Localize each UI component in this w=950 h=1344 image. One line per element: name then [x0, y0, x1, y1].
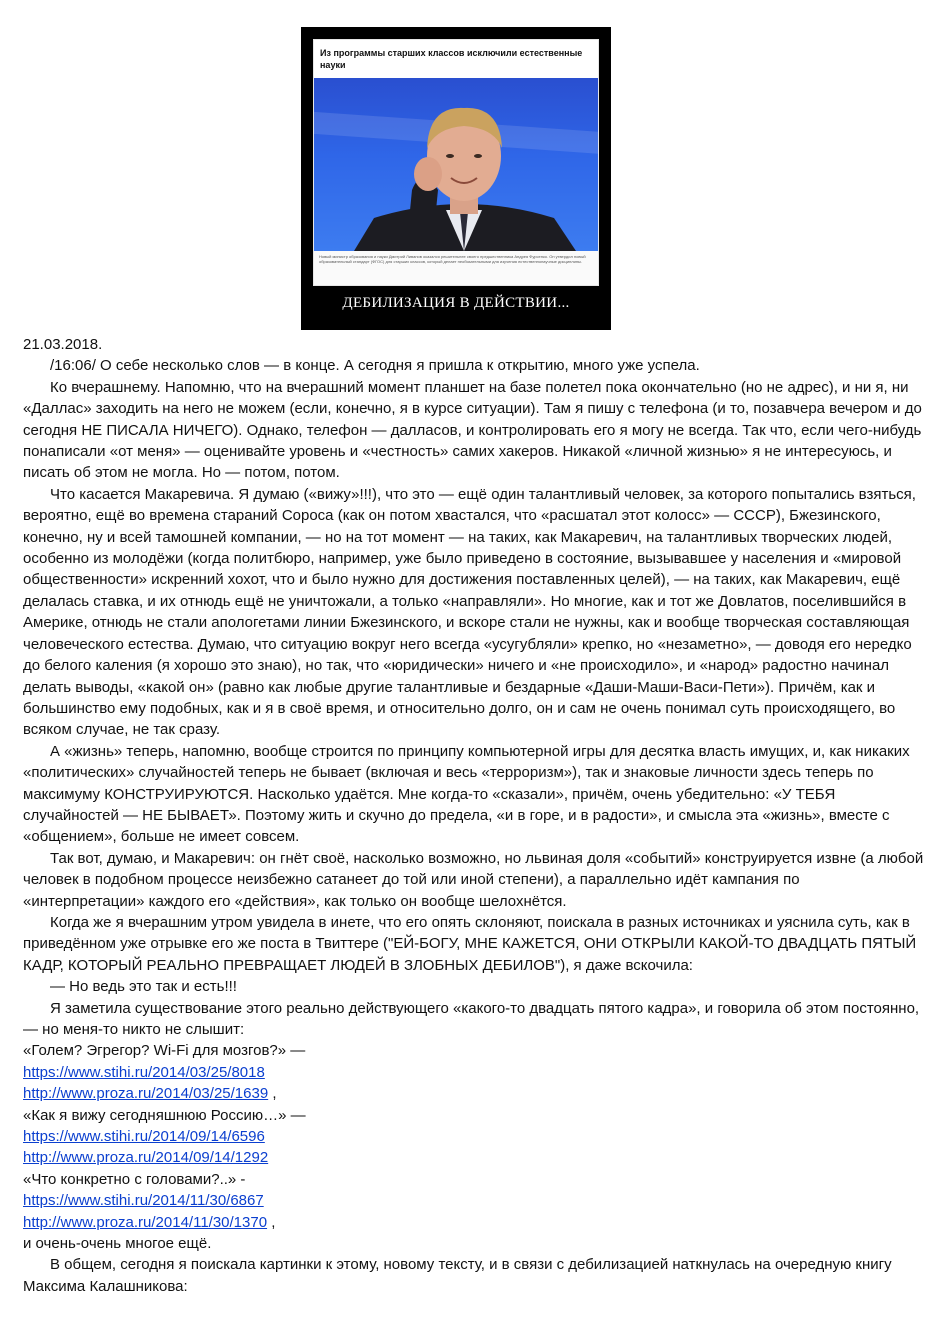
- ref-separator: ,: [268, 1085, 277, 1103]
- proza-link[interactable]: http://www.proza.ru/2014/11/30/1370: [23, 1213, 268, 1231]
- news-screenshot: [313, 39, 599, 286]
- ref-title: «Что конкретно с головами?..» -: [23, 1170, 246, 1188]
- paragraph: А «жизнь» теперь, напомню, вообще строится по принципу компьютерной игры для десятка власть имущих, и, как никаких «политических» случайностей теперь не бывает (включая и весь «терроризм»), так и знаковые личности здесь теперь по максимуму КОНСТРУИРУЮТСЯ. Насколько удаётся. Мне когда-то «сказали», причём, очень убедительно: «У ТЕБЯ случайностей — НЕ БЫВАЕТ». Поэтому жить и скучно до предела, «и в горе, и в радости», и смысла эта «жизнь», вместе с «общением», больше не имеет совсем.: [23, 742, 910, 846]
- demotivator-image: [301, 27, 611, 330]
- news-caption: Новый министр образования и науки Дмитрий Ливанов оказался решительнее своего предшественника Андрея Фурсенко. Он утвердил новый образовательный стандарт (ФГОС) для старших классов, который делает необязательными для изучения естественнонаучные дисциплины.: [314, 251, 598, 285]
- ref-line: [23, 1190, 925, 1211]
- ref-title: «Как я вижу сегодняшнюю Россию…» —: [23, 1106, 306, 1124]
- paragraph: Так вот, думаю, и Макаревич: он гнёт своё, насколько возможно, но львиная доля «событий» конструируется извне (а любой человек в подобном процессе неизбежно сатанеет до той или иной степени), а параллельно идёт кампания по «интерпретации» каждого его «действия», как только он вообще шелохнётся.: [23, 849, 924, 910]
- demotivator-slogan: ДЕБИЛИЗАЦИЯ В ДЕЙСТВИИ...: [342, 295, 570, 311]
- stihi-link[interactable]: https://www.stihi.ru/2014/03/25/8018: [23, 1063, 265, 1081]
- stihi-link[interactable]: https://www.stihi.ru/2014/09/14/6596: [23, 1128, 265, 1146]
- paragraph: /16:06/ О себе несколько слов — в конце. А сегодня я пришла к открытию, много уже успела.: [50, 357, 700, 375]
- article-date: 21.03.2018.: [23, 336, 103, 353]
- closing-paragraph: В общем, сегодня я поискала картинки к этому, новому тексту, и в связи с дебилизацией наткнулась на очередную книгу Максима Калашникова:: [23, 1256, 892, 1295]
- minister-photo: [314, 78, 598, 251]
- proza-link[interactable]: http://www.proza.ru/2014/03/25/1639: [23, 1085, 269, 1103]
- paragraph: Что касается Макаревича. Я думаю («вижу»!!!), что это — ещё один талантливый человек, за которого попытались взяться, вероятно, ещё во времена стараний Сороса (как он потом хвастался, что «расшатал этот колосс» — СССР), Бжезинского, конечно, ну и всей тамошней компании, — но на тот момент — на таких, как Макаревич, на талантливых творческих людей, особенно из молодёжи (когда политбюро, например, уже было приведено в состояние, вызывавшее у населения и «мировой общественности» искренний хохот, что и было нужно для достижения поставленных целей), — на таких, как Макаревич, ещё делалась ставка, и их отнюдь ещё не уничтожали, а только «направляли». Но многие, как и тот же Довлатов, поселившийся в Америке, отнюдь не стали апологетами линии Бжезинского, и вскоре стали не нужны, как и вообще творческая составляющая человеческого естества. Думаю, что ситуацию вокруг него всегда «усугубляли» крепко, но «незаметно», — доводя его нередко до белого каления (я хорошо это знаю), но так, что «юридически» ничего и «не происходило», и «народ» радостно начинал делать выводы, «какой он» (равно как любые другие талантливые и бездарные «Даши-Маши-Васи-Пети»). Причём, как и большинство ему подобных, как и я в своё время, и относительно долго, он и сам не очень понимал суть происходящего, во всяком случае, не так сразу.: [23, 485, 916, 739]
- paragraph: Ко вчерашнему. Напомню, что на вчерашний момент планшет на базе полетел пока окончательно (но не адрес), и ни я, ни «Даллас» заходить на него не можем (если, конечно, я в курсе ситуации). Там я пишу с телефона (и то, позавчера вечером и до сегодня НЕ ПИСАЛА НИЧЕГО). Однако, телефон — далласов, и контролировать его я могу не всегда. Так что, если чего-нибудь понаписали «от меня» — оценивайте уровень и «честность» самих хакеров. Никакой «личной жизнью» я не интересуюсь, и писать об этом не могла. Но — потом, потом.: [23, 378, 922, 482]
- paragraph: Когда же я вчерашним утром увидела в инете, что его опять склоняют, поискала в разных источниках и уяснила суть, как в приведённом уже отрывке его же поста в Твиттере ("ЕЙ-БОГУ, МНЕ КАЖЕТСЯ, ОНИ ОТКРЫЛИ КАКОЙ-ТО ДВАДЦАТЬ ПЯТЫЙ КАДР, КОТОРЫЙ РЕАЛЬНО ПРЕВРАЩАЕТ ЛЮДЕЙ В ЗЛОБНЫХ ДЕБИЛОВ"), я даже вскочила:: [23, 913, 917, 974]
- ref-line: [23, 1126, 925, 1147]
- ref-line: [23, 1062, 925, 1083]
- news-headline: Из программы старших классов исключили естественные науки: [314, 40, 598, 78]
- ref-line: [23, 1212, 925, 1233]
- tail-line: и очень-очень многое ещё.: [23, 1235, 212, 1253]
- stihi-link[interactable]: https://www.stihi.ru/2014/11/30/6867: [23, 1192, 264, 1210]
- article-body: [23, 334, 925, 1297]
- paragraph: Я заметила существование этого реально действующего «какого-то двадцать пятого кадра», и говорила об этом постоянно, — но меня-то никто не слышит:: [23, 999, 920, 1038]
- ref-separator: ,: [267, 1213, 276, 1231]
- ref-line: [23, 1147, 925, 1168]
- proza-link[interactable]: http://www.proza.ru/2014/09/14/1292: [23, 1149, 269, 1167]
- ref-line: [23, 1083, 925, 1104]
- person-figure: [314, 78, 598, 251]
- ref-title: «Голем? Эгрегор? Wi-Fi для мозгов?» —: [23, 1042, 306, 1060]
- paragraph: — Но ведь это так и есть!!!: [50, 978, 237, 996]
